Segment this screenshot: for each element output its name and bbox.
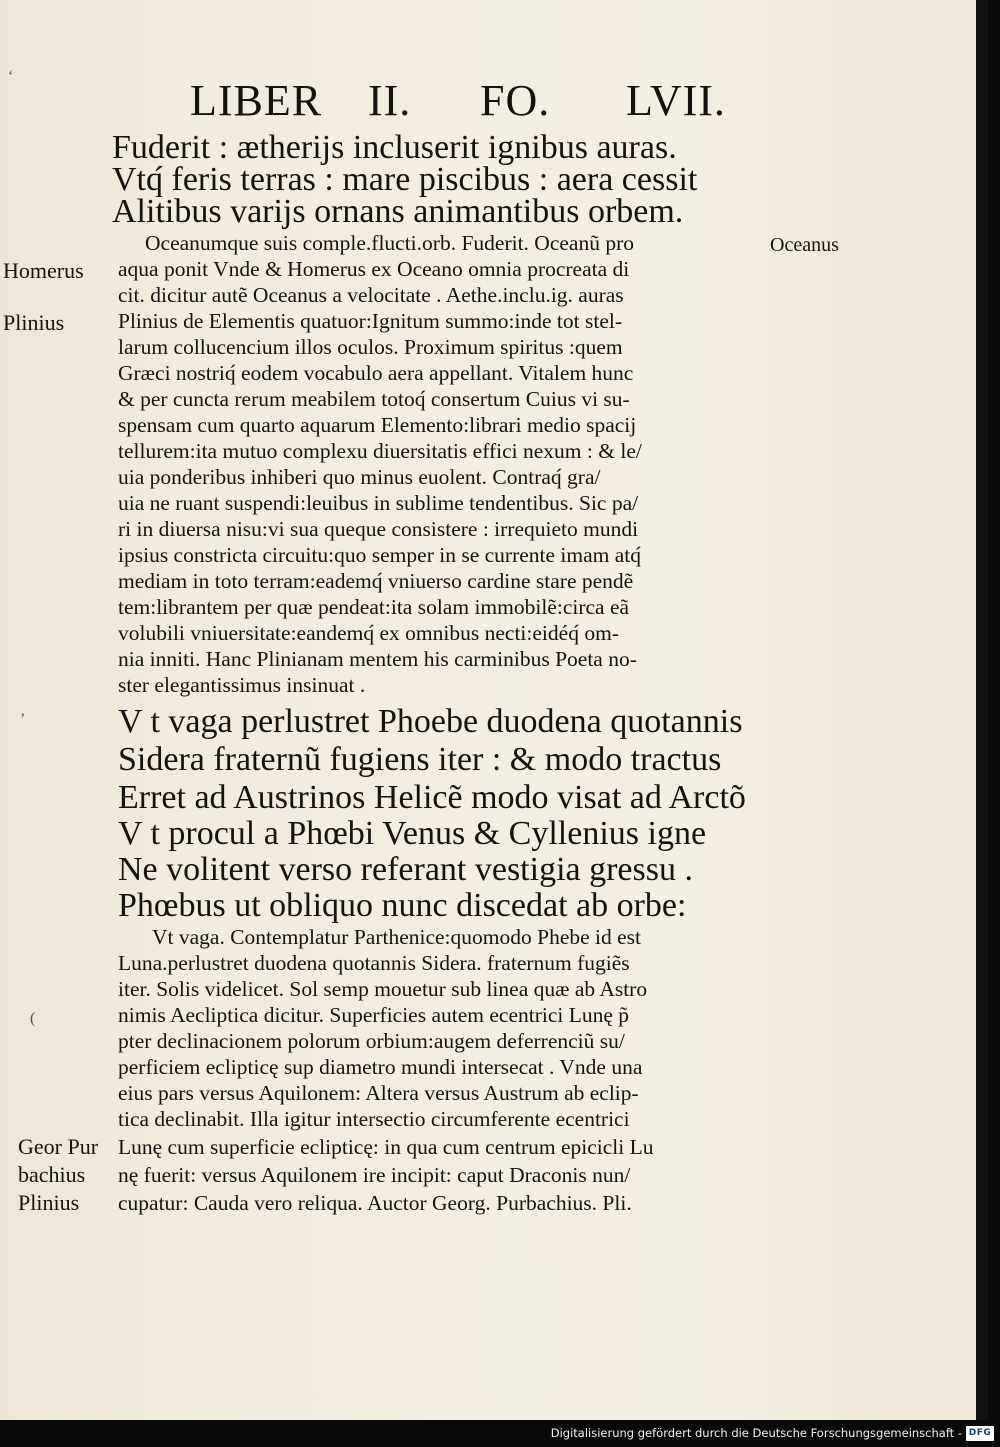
commentary-line: tem:librantem per quæ pendeat:ita solam immobilẽ:circa eã: [118, 595, 630, 619]
commentary-line: tellurem:ita mutuo complexu diuersitatis effici nexum : & le/: [118, 439, 642, 463]
verse-line: Alitibus varijs ornans animantibus orbem.: [112, 193, 684, 230]
header-fo: FO.: [480, 76, 551, 125]
commentary-line: spensam cum quarto aquarum Elemento:librari medio spacij: [118, 413, 637, 437]
commentary-line: & per cuncta rerum meabilem totoq́ consertum Cuius vi su-: [118, 387, 630, 411]
header-folio-number: LVII.: [626, 76, 726, 125]
margin-note-oceanus: Oceanus: [770, 234, 839, 256]
header-book-number: II.: [368, 76, 412, 125]
commentary-line: Vt vaga. Contemplatur Parthenice:quomodo Phebe id est: [152, 925, 642, 949]
commentary-line: volubili vniuersitate:eandemq́ ex omnibus necti:eidéq́ om-: [118, 621, 619, 645]
verse-line: Sidera fraternũ fugiens iter : & modo tractus: [118, 741, 722, 778]
commentary-line: Oceanumque suis comple.flucti.orb. Fuderit. Oceanũ pro: [145, 231, 634, 255]
header-liber: LIBER: [190, 76, 323, 125]
commentary-line: pter declinacionem polorum orbium:augem deferrenciũ su/: [118, 1029, 625, 1053]
margin-note-plinius: Plinius: [18, 1190, 80, 1215]
commentary-line: cupatur: Cauda vero reliqua. Auctor Georg. Purbachius. Pli.: [118, 1191, 632, 1215]
margin-note-bachius: bachius: [18, 1162, 86, 1187]
commentary-line: uia ne ruant suspendi:leuibus in sublime tendentibus. Sic pa/: [118, 491, 639, 515]
verse-line: Ne volitent verso referant vestigia gressu .: [118, 851, 693, 888]
verse-line: Fuderit : ætherijs incluserit ignibus auras.: [112, 129, 677, 166]
ink-speck: ‚: [20, 702, 26, 719]
margin-note-homerus: Homerus: [3, 258, 84, 283]
commentary-line: ster elegantissimus insinuat .: [118, 673, 366, 697]
commentary-line: larum collucencium illos oculos. Proximum spiritus :quem: [118, 335, 623, 359]
commentary-line: aqua ponit Vnde & Homerus ex Oceano omnia procreata di: [118, 257, 630, 281]
commentary-line: nia inniti. Hanc Plinianam mentem his carminibus Poeta no-: [118, 647, 637, 671]
commentary-line: uia ponderibus inhiberi quo minus euolent. Contraq́ gra/: [118, 465, 601, 489]
verse-line: V t procul a Phœbi Venus & Cyllenius igne: [118, 815, 707, 852]
margin-note-plinius: Plinius: [3, 310, 65, 335]
dfg-logo: DFG: [966, 1426, 994, 1441]
commentary-line: Plinius de Elementis quatuor:Ignitum summo:inde tot stel-: [118, 309, 623, 333]
commentary-line: nimis Aecliptica dicitur. Superficies autem ecentrici Lunę p̃: [118, 1003, 630, 1027]
page-edge-shadow: [976, 0, 988, 1420]
running-header: [150, 76, 750, 126]
commentary-line: perficiem eclipticę sup diametro mundi intersecat . Vnde una: [118, 1055, 643, 1079]
commentary-line: mediam in toto terram:eademq́ vniuerso cardine stare pendẽ: [118, 569, 634, 593]
verse-line: Vtq́ feris terras : mare piscibus : aera cessit: [112, 161, 698, 198]
margin-note-geor-pur: Geor Pur: [18, 1134, 99, 1159]
verse-line: V t vaga perlustret Phoebe duodena quotannis: [118, 703, 743, 740]
commentary-line: Græci nostriq́ eodem vocabulo aera appellant. Vitalem hunc: [118, 361, 634, 385]
commentary-line: iter. Solis videlicet. Sol semp mouetur sub linea quæ ab Astro: [118, 977, 648, 1001]
commentary-line: nę fuerit: versus Aquilonem ire incipit: caput Draconis nun/: [118, 1163, 631, 1187]
commentary-line: Lunę cum superficie eclipticę: in qua cum centrum epicicli Lu: [118, 1135, 654, 1159]
verse-line: Erret ad Austrinos Helicẽ modo visat ad Arctõ: [118, 779, 746, 816]
footer-bar: [0, 1420, 1000, 1447]
ink-speck: ‘: [8, 68, 14, 85]
ink-speck: (: [30, 1010, 36, 1027]
commentary-line: eius pars versus Aquilonem: Altera versus Austrum ab eclip-: [118, 1081, 639, 1105]
commentary-line: ipsius constricta circuitu:quo semper in se currente imam atq́: [118, 543, 642, 567]
funding-credit: Digitalisierung gefördert durch die Deutsche Forschungsgemeinschaft -: [550, 1426, 962, 1440]
verse-line: Phœbus ut obliquo nunc discedat ab orbe:: [118, 887, 687, 924]
commentary-line: Luna.perlustret duodena quotannis Sidera. fraternum fugiẽs: [118, 951, 630, 975]
commentary-line: cit. dicitur autẽ Oceanus a velocitate . Aethe.inclu.ig. auras: [118, 283, 624, 307]
commentary-line: ri in diuersa nisu:vi sua queque consistere : irrequieto mundi: [118, 517, 639, 541]
commentary-line: tica declinabit. Illa igitur intersectio circumferente ecentrici: [118, 1107, 630, 1131]
